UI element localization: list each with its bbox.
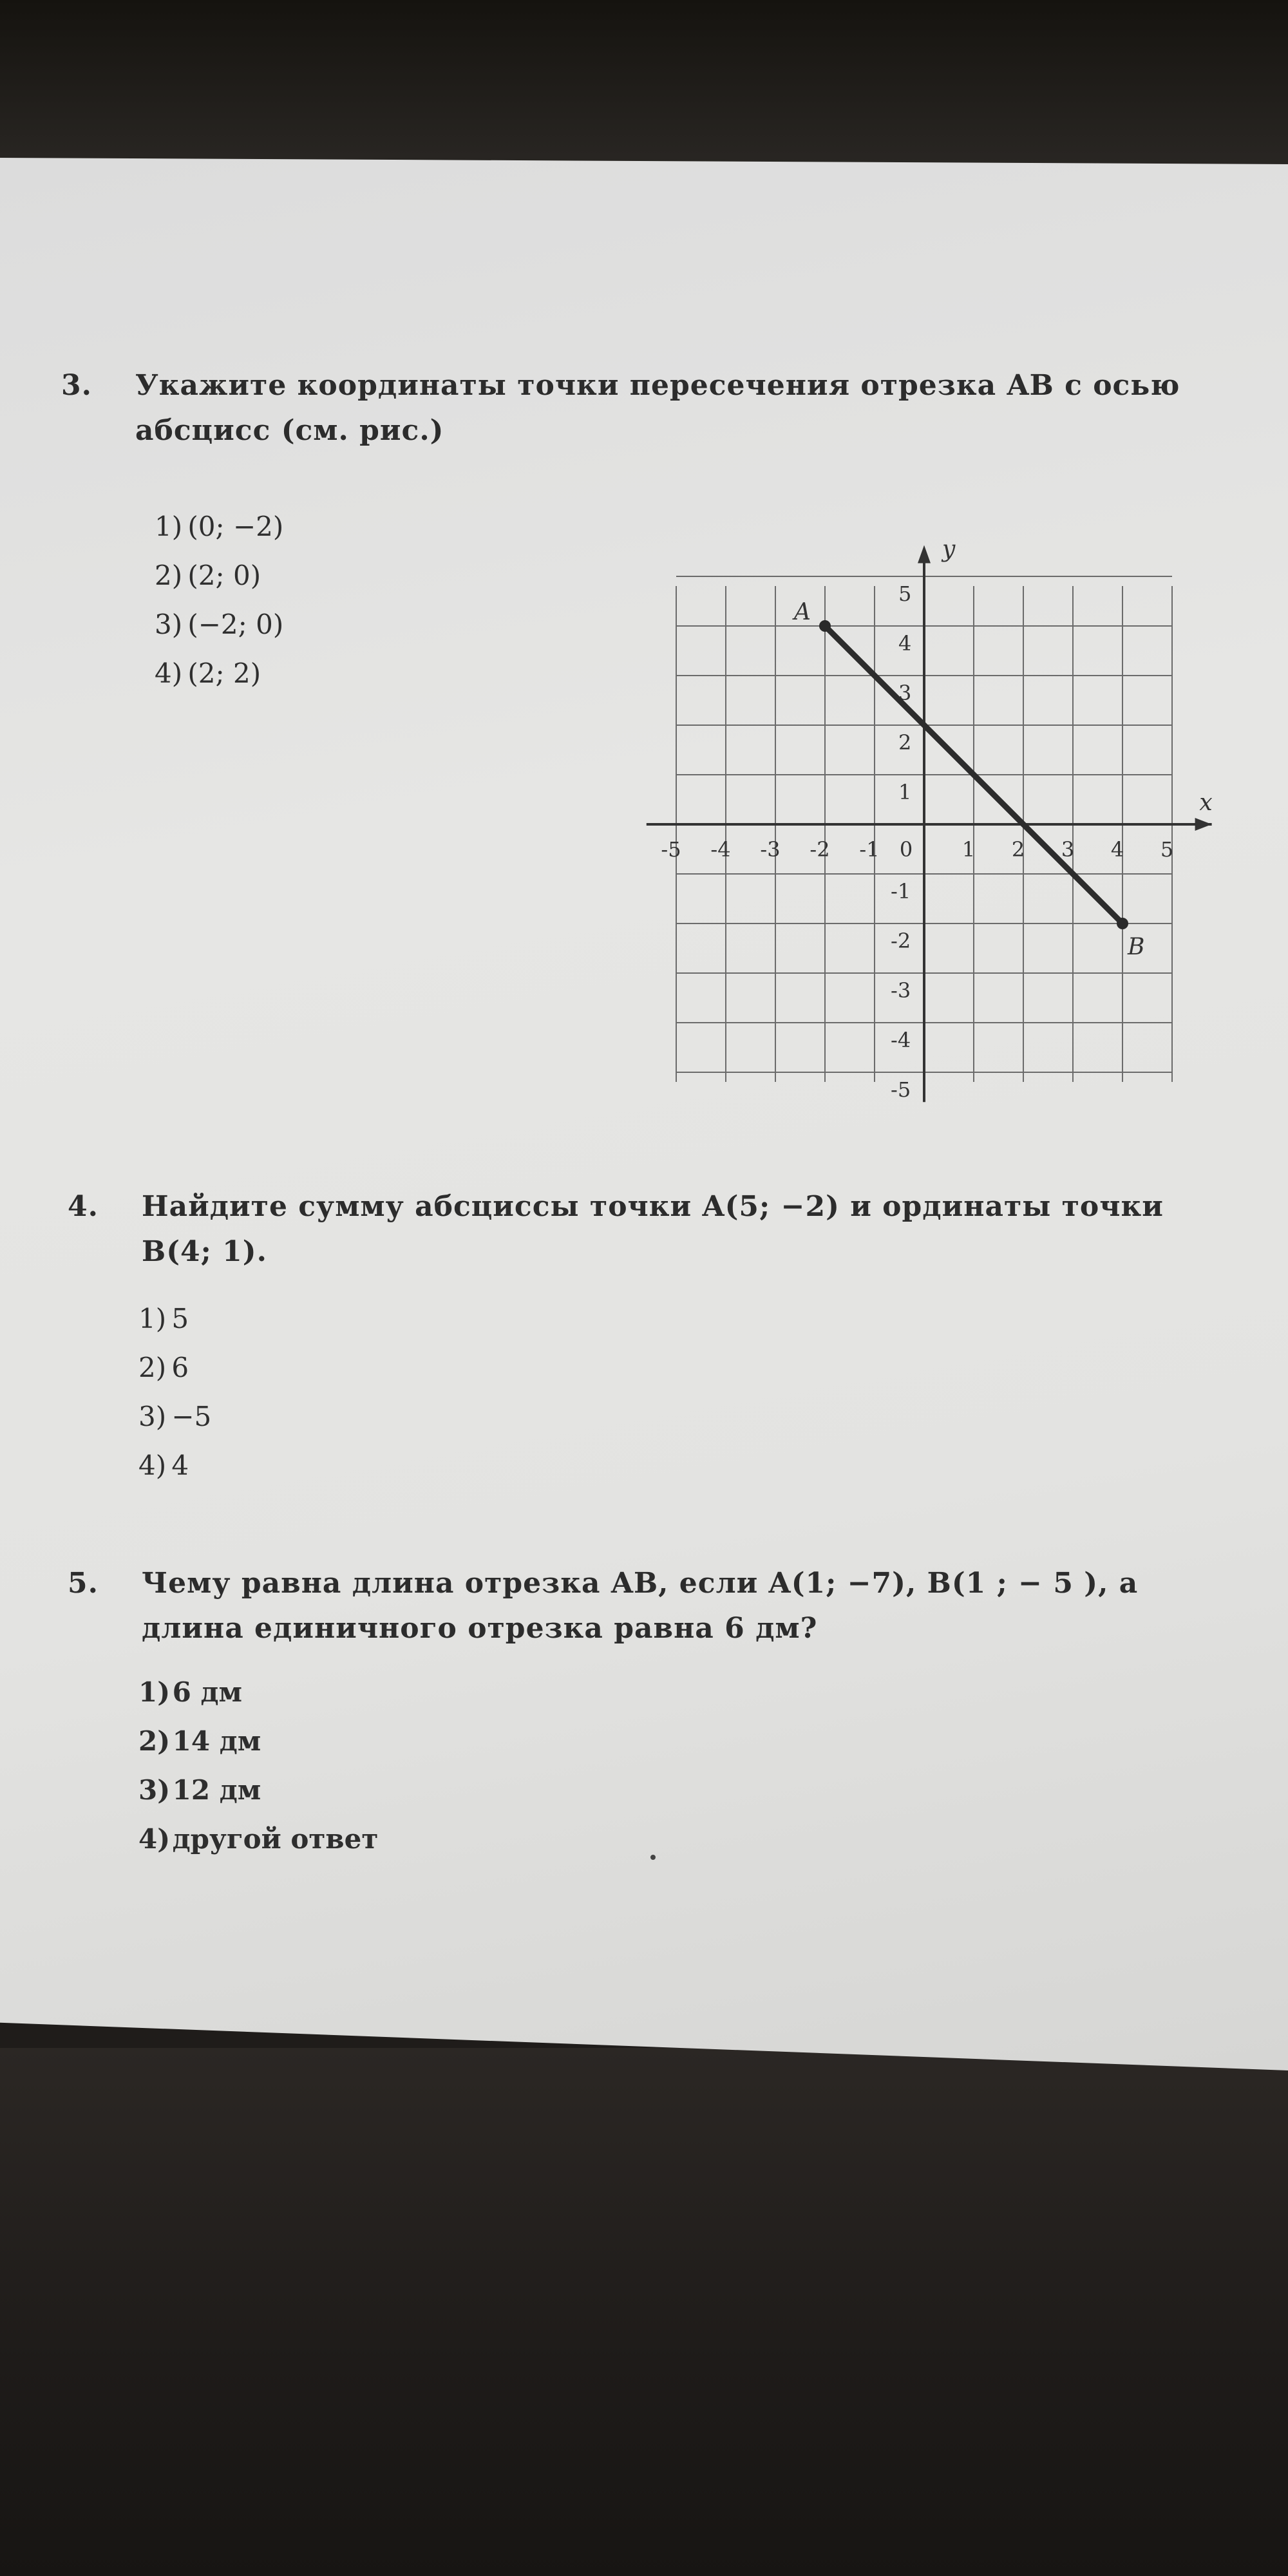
x-tick-label: 3 [1061, 837, 1075, 862]
x-tick-label: -1 [859, 837, 880, 862]
y-tick-label: 2 [898, 730, 912, 755]
x-tick-label: -4 [710, 837, 731, 862]
coordinate-grid-figure [638, 515, 1243, 1127]
question-4-text-line1: Найдите сумму абсциссы точки A(5; −2) и ординаты точки [142, 1190, 1164, 1223]
question-5-text-line1: Чему равна длина отрезка AB, если A(1; −7), B(1 ; − 5 ), а [142, 1567, 1139, 1600]
x-tick-label: -2 [810, 837, 830, 862]
question-4-number: 4. [68, 1190, 99, 1223]
question-3-text-line1: Укажите координаты точки пересечения отрезка AB с осью [135, 369, 1180, 402]
x-tick-label: 2 [1011, 837, 1025, 862]
q4-option-3[interactable]: 3) −5 [138, 1401, 212, 1432]
y-tick-label: 5 [898, 582, 912, 606]
y-axis-arrow [918, 545, 931, 564]
question-4-text-line2: B(4; 1). [142, 1235, 267, 1268]
point-b-label: B [1128, 934, 1145, 960]
q3-option-3[interactable]: 3) (−2; 0) [155, 609, 284, 640]
table-surface-top [0, 0, 1288, 174]
q4-option-4[interactable]: 4) 4 [138, 1450, 189, 1481]
pen-mark [650, 1855, 656, 1860]
question-4 [68, 1185, 1278, 1275]
q5-option-2[interactable]: 2) 14 дм [138, 1725, 261, 1757]
y-tick-label: -3 [891, 978, 911, 1003]
table-surface-bottom [0, 2048, 1288, 2576]
x-axis-arrow [1195, 818, 1212, 831]
y-tick-label: 3 [898, 681, 912, 705]
point-a-label: A [794, 599, 811, 625]
point-a [819, 620, 831, 632]
point-b [1117, 918, 1128, 929]
q3-option-2[interactable]: 2) (2; 0) [155, 560, 261, 591]
q3-option-4[interactable]: 4) (2; 2) [155, 658, 261, 689]
x-tick-label: -3 [760, 837, 781, 862]
x-tick-label: 5 [1160, 837, 1174, 862]
question-5-text-line2: длина единичного отрезка равна 6 дм? [142, 1612, 818, 1645]
q4-option-1[interactable]: 1) 5 [138, 1303, 189, 1334]
q4-option-2[interactable]: 2) 6 [138, 1352, 189, 1383]
x-axis-label: x [1199, 790, 1213, 816]
x-tick-label: 0 [899, 837, 913, 862]
q5-option-1[interactable]: 1) 6 дм [138, 1676, 242, 1708]
question-3-number: 3. [61, 369, 92, 402]
q3-option-1[interactable]: 1) (0; −2) [155, 511, 284, 542]
x-tick-label: 1 [961, 837, 976, 862]
y-tick-label: 1 [898, 780, 912, 804]
q5-option-4[interactable]: 4) другой ответ [138, 1823, 379, 1855]
x-tick-label: 4 [1110, 837, 1124, 862]
question-5-number: 5. [68, 1567, 99, 1600]
question-5 [68, 1562, 1278, 1652]
y-tick-label: -1 [891, 879, 911, 904]
y-tick-label: -5 [891, 1077, 911, 1102]
x-tick-label: -5 [661, 837, 681, 862]
y-tick-label: 4 [898, 631, 912, 656]
y-axis-label: y [942, 536, 956, 563]
y-tick-label: -2 [891, 929, 911, 953]
question-3-text-line2: абсцисс (см. рис.) [135, 414, 444, 447]
question-3 [61, 364, 1272, 454]
x-tick-labels [661, 837, 1173, 862]
y-tick-label: -4 [891, 1028, 911, 1052]
q5-option-3[interactable]: 3) 12 дм [138, 1774, 261, 1806]
